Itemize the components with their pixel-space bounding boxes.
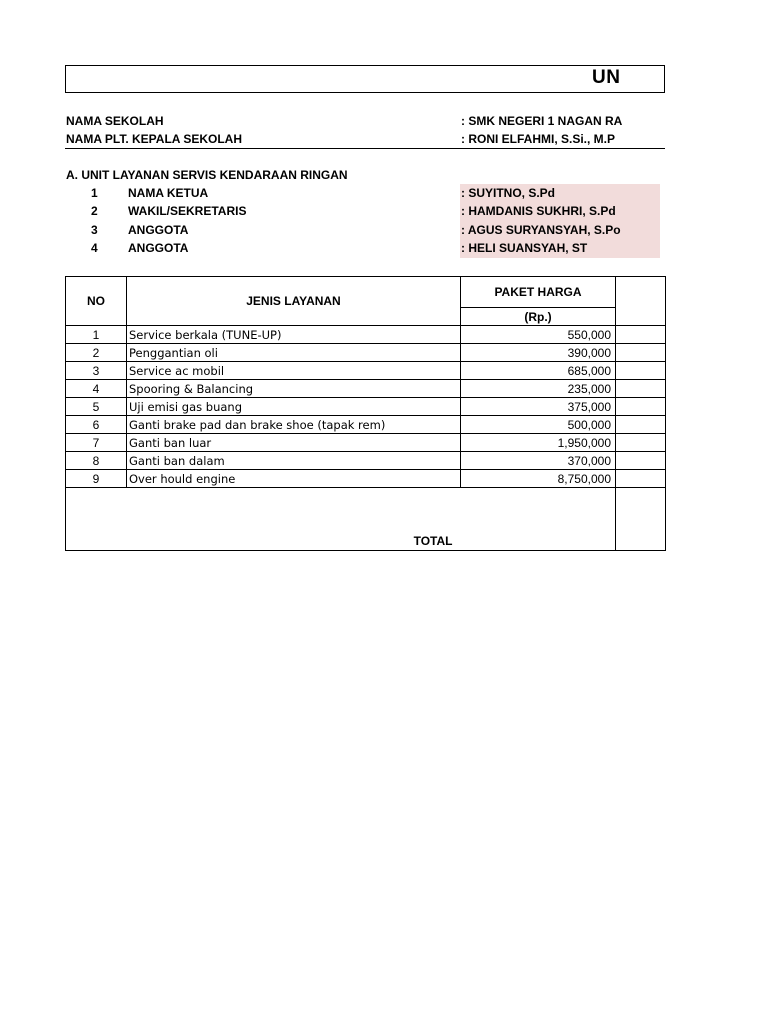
row-no: 5: [66, 398, 127, 416]
table-row: [66, 380, 666, 398]
school-name-value: : SMK NEGERI 1 NAGAN RA: [461, 114, 623, 128]
table-row: [66, 416, 666, 434]
header-jenis-layanan: JENIS LAYANAN: [127, 277, 461, 326]
table-row: [66, 452, 666, 470]
member-role: NAMA KETUA: [128, 186, 209, 200]
member-no: 2: [91, 204, 98, 218]
row-harga: 235,000: [461, 380, 616, 398]
total-row: [66, 488, 666, 551]
row-jenis: Uji emisi gas buang: [127, 398, 461, 416]
row-extra: [616, 326, 666, 344]
row-harga: 685,000: [461, 362, 616, 380]
member-name: : HAMDANIS SUKHRI, S.Pd: [461, 204, 616, 218]
row-jenis: Spooring & Balancing: [127, 380, 461, 398]
table-row: [66, 434, 666, 452]
principal-value: : RONI ELFAHMI, S.Si., M.P: [461, 132, 616, 146]
member-no: 1: [91, 186, 98, 200]
total-label: TOTAL: [413, 534, 453, 548]
row-no: 9: [66, 470, 127, 488]
row-harga: 390,000: [461, 344, 616, 362]
row-no: 7: [66, 434, 127, 452]
row-jenis: Penggantian oli: [127, 344, 461, 362]
header-extra: [616, 277, 666, 326]
school-name-label: NAMA SEKOLAH: [66, 114, 164, 128]
header-divider: [65, 148, 665, 149]
row-harga: 550,000: [461, 326, 616, 344]
row-jenis: Service berkala (TUNE-UP): [127, 326, 461, 344]
table-row: [66, 326, 666, 344]
row-no: 8: [66, 452, 127, 470]
row-harga: 1,950,000: [461, 434, 616, 452]
table-header-row: [66, 277, 666, 308]
member-name: : SUYITNO, S.Pd: [461, 186, 556, 200]
total-label-cell: [66, 488, 461, 551]
row-jenis: Over hould engine: [127, 470, 461, 488]
section-heading: A. UNIT LAYANAN SERVIS KENDARAAN RINGAN: [66, 168, 348, 182]
total-extra-cell: [616, 488, 666, 551]
row-jenis: Ganti ban luar: [127, 434, 461, 452]
row-extra: [616, 416, 666, 434]
member-role: ANGGOTA: [128, 223, 189, 237]
header-unit: (Rp.): [461, 308, 616, 326]
row-no: 1: [66, 326, 127, 344]
member-no: 3: [91, 223, 98, 237]
table-row: [66, 362, 666, 380]
principal-label: NAMA PLT. KEPALA SEKOLAH: [66, 132, 242, 146]
row-extra: [616, 452, 666, 470]
row-extra: [616, 362, 666, 380]
row-harga: 375,000: [461, 398, 616, 416]
row-no: 4: [66, 380, 127, 398]
member-name: : HELI SUANSYAH, ST: [461, 241, 588, 255]
row-extra: [616, 398, 666, 416]
row-extra: [616, 380, 666, 398]
row-no: 2: [66, 344, 127, 362]
row-harga: 8,750,000: [461, 470, 616, 488]
row-jenis: Ganti brake pad dan brake shoe (tapak rem): [127, 416, 461, 434]
row-jenis: Service ac mobil: [127, 362, 461, 380]
row-extra: [616, 470, 666, 488]
row-no: 3: [66, 362, 127, 380]
row-harga: 500,000: [461, 416, 616, 434]
table-row: [66, 470, 666, 488]
row-extra: [616, 344, 666, 362]
header-paket-harga: PAKET HARGA: [461, 277, 616, 308]
page-title: UN: [592, 67, 621, 88]
row-harga: 370,000: [461, 452, 616, 470]
member-name: : AGUS SURYANSYAH, S.Po: [461, 223, 621, 237]
member-role: ANGGOTA: [128, 241, 189, 255]
member-role: WAKIL/SEKRETARIS: [128, 204, 247, 218]
table-row: [66, 398, 666, 416]
total-value-cell: [461, 488, 616, 551]
title-box: [65, 65, 665, 93]
member-no: 4: [91, 241, 98, 255]
row-jenis: Ganti ban dalam: [127, 452, 461, 470]
price-table: [65, 276, 666, 551]
row-no: 6: [66, 416, 127, 434]
header-no: NO: [66, 277, 127, 326]
table-row: [66, 344, 666, 362]
row-extra: [616, 434, 666, 452]
